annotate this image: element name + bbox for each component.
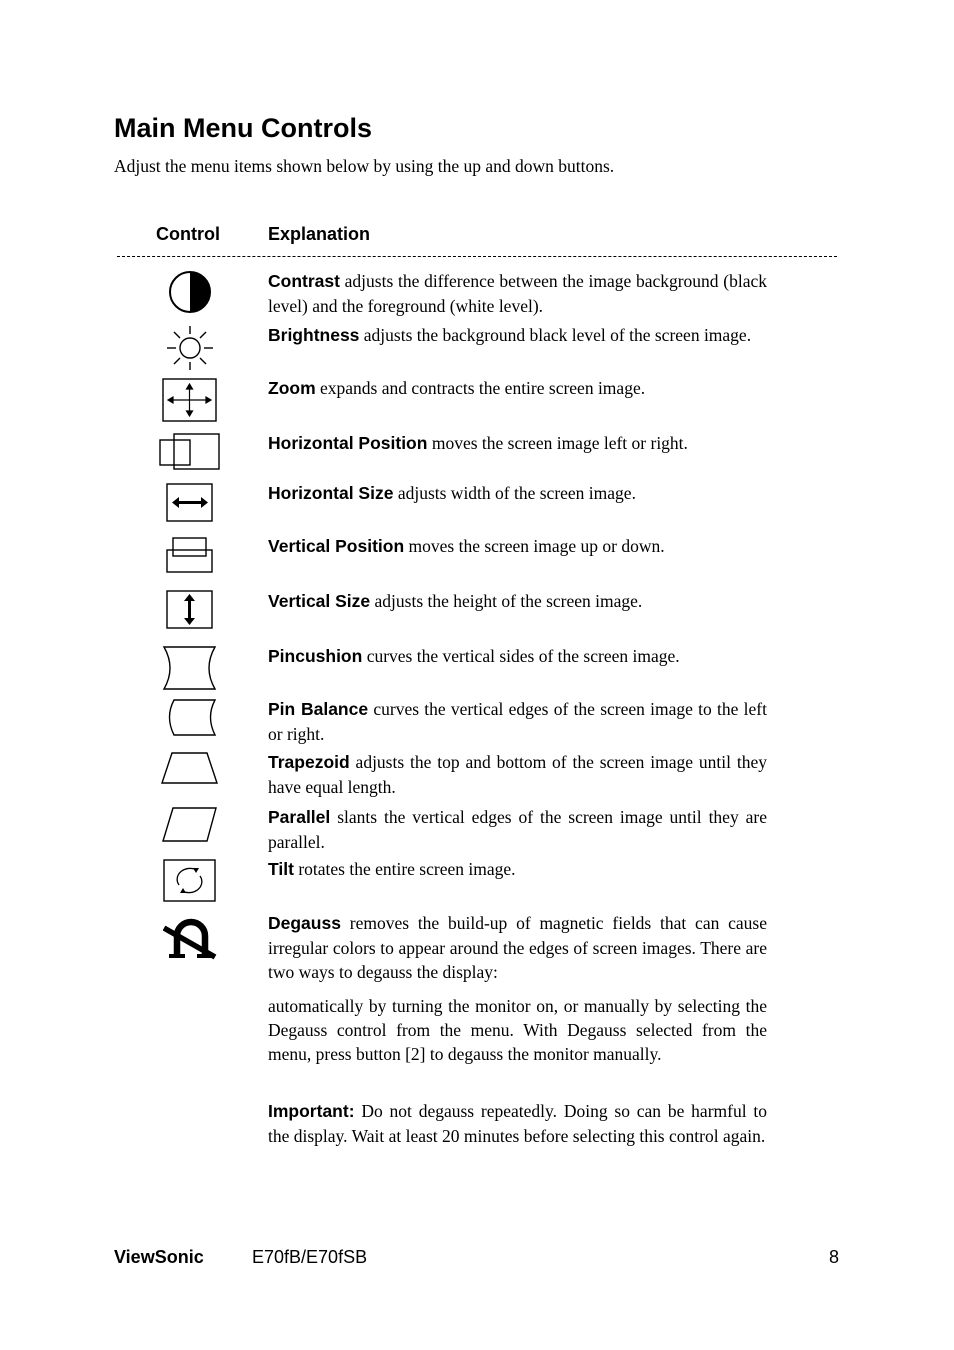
parallel-description: slants the vertical edges of the screen image until they are parallel. — [268, 807, 767, 852]
contrast-description: adjusts the difference between the image background (black level) and the foreground (white level). — [268, 271, 767, 316]
degauss-term: Degauss — [268, 913, 341, 933]
trapezoid-entry — [268, 750, 767, 799]
vertical-size-term: Vertical Size — [268, 591, 371, 611]
brightness-description: adjusts the background black level of the screen image. — [359, 325, 752, 345]
brightness-entry — [268, 323, 767, 348]
important-note — [268, 1099, 767, 1148]
tilt-description: rotates the entire screen image. — [293, 859, 516, 879]
zoom-icon — [162, 378, 218, 422]
pin-balance-entry — [268, 697, 767, 746]
horizontal-position-description: moves the screen image left or right. — [427, 433, 688, 453]
vertical-position-entry — [268, 534, 767, 559]
footer-page-number: 8 — [829, 1247, 840, 1267]
horizontal-position-entry — [268, 431, 767, 456]
contrast-icon — [168, 270, 212, 314]
horizontal-size-term: Horizontal Size — [268, 483, 394, 503]
degauss-extra-paragraph: automatically by turning the monitor on, or manually by selecting the Degauss control from the menu. With Degauss selected from the menu, press button [2] to degauss the monitor manually. — [268, 996, 767, 1064]
contrast-entry — [268, 269, 767, 318]
footer-model: E70fB/E70fSB — [252, 1247, 368, 1267]
degauss-entry — [268, 911, 767, 985]
degauss-description: removes the build-up of magnetic fields that can cause irregular colors to appear around the edges of screen images. There are two ways to degauss the display: — [268, 913, 767, 982]
vertical-position-term: Vertical Position — [268, 536, 405, 556]
intro-text: Adjust the menu items shown below by using the up and down buttons. — [114, 156, 615, 176]
page-title: Main Menu Controls — [114, 113, 372, 143]
trapezoid-description: adjusts the top and bottom of the screen image until they have equal length. — [268, 752, 767, 797]
horizontal-size-icon — [166, 483, 214, 523]
parallel-entry — [268, 805, 767, 854]
tilt-term: Tilt — [268, 859, 294, 879]
vertical-size-entry — [268, 589, 767, 614]
horizontal-position-term: Horizontal Position — [268, 433, 428, 453]
parallel-term: Parallel — [268, 807, 331, 827]
pincushion-icon — [162, 645, 218, 691]
horizontal-size-entry — [268, 481, 767, 506]
parallel-icon — [161, 806, 219, 844]
horizontal-position-icon — [158, 432, 222, 472]
important-label: Important: — [268, 1101, 355, 1121]
brightness-term: Brightness — [268, 325, 360, 345]
zoom-description: expands and contracts the entire screen image. — [315, 378, 646, 398]
pincushion-entry — [268, 644, 767, 669]
pin-balance-term: Pin Balance — [268, 699, 369, 719]
pin-balance-description: curves the vertical edges of the screen image to the left or right. — [268, 699, 767, 744]
contrast-term: Contrast — [268, 271, 340, 291]
vertical-size-description: adjusts the height of the screen image. — [370, 591, 643, 611]
horizontal-size-description: adjusts width of the screen image. — [393, 483, 636, 503]
tilt-icon — [163, 859, 217, 903]
trapezoid-term: Trapezoid — [268, 752, 350, 772]
column-header-explanation: Explanation — [268, 224, 371, 244]
pincushion-description: curves the vertical sides of the screen image. — [362, 646, 680, 666]
degauss-icon — [163, 912, 219, 962]
brightness-icon — [166, 325, 214, 371]
tilt-entry — [268, 857, 767, 882]
trapezoid-icon — [160, 751, 220, 785]
important-text: Do not degauss repeatedly. Doing so can be harmful to the display. Wait at least 20 minutes before selecting this control again. — [268, 1101, 767, 1146]
vertical-position-icon — [165, 536, 215, 574]
zoom-term: Zoom — [268, 378, 316, 398]
header-divider — [117, 256, 837, 257]
zoom-entry — [268, 376, 767, 401]
vertical-size-icon — [166, 590, 214, 630]
vertical-position-description: moves the screen image up or down. — [404, 536, 665, 556]
pin-balance-icon — [162, 698, 218, 738]
column-header-control: Control — [156, 224, 220, 244]
pincushion-term: Pincushion — [268, 646, 363, 666]
footer-brand: ViewSonic — [114, 1247, 204, 1267]
